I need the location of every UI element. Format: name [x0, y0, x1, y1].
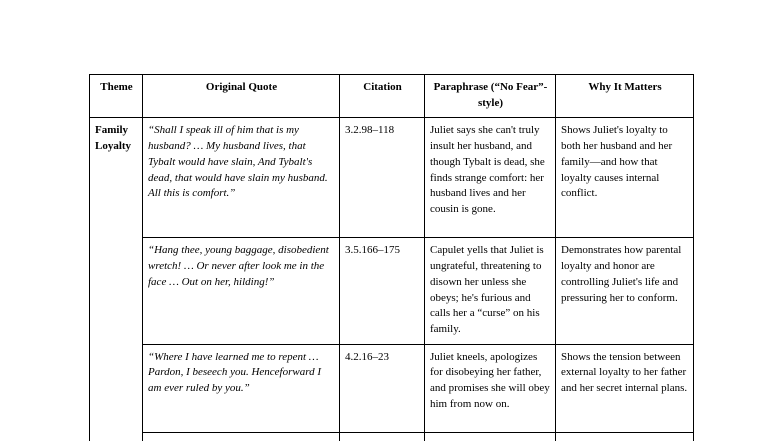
header-theme: Theme	[90, 75, 143, 118]
table-row	[90, 344, 694, 432]
quote-analysis-table	[89, 74, 694, 441]
paraphrase-cell: Juliet kneels, apologizes for disobeying her father, and promises she will obey him from now on.	[425, 344, 556, 432]
citation-cell	[340, 432, 425, 441]
theme-cell: Family Loyalty	[90, 118, 143, 441]
why-cell: Shows the tension between external loyalty to her father and her secret internal plans.	[556, 344, 694, 432]
header-paraphrase: Paraphrase (“No Fear”-style)	[425, 75, 556, 118]
table-row	[90, 118, 694, 238]
quote-cell	[143, 432, 340, 441]
paraphrase-cell: Juliet says she can't truly insult her husband, and though Tybalt is dead, she finds strange comfort: her husband lives and her cousin is gone.	[425, 118, 556, 238]
quote-cell: “Shall I speak ill of him that is my husband? … My husband lives, that Tybalt would have slain, And Tybalt's dead, that would have slain my husband. All this is comfort.”	[143, 118, 340, 238]
why-cell: Shows Juliet's loyalty to both her husband and her family—and how that loyalty causes internal conflict.	[556, 118, 694, 238]
table-row	[90, 432, 694, 441]
table-header-row	[90, 75, 694, 118]
citation-cell: 4.2.16–23	[340, 344, 425, 432]
why-cell: Demonstrates how parental loyalty and honor are controlling Juliet's life and pressuring her to conform.	[556, 238, 694, 344]
paraphrase-cell: Capulet yells that Juliet is ungrateful, threatening to disown her unless she obeys; he's furious and calls her a “curse” on his family.	[425, 238, 556, 344]
paraphrase-cell	[425, 432, 556, 441]
table-row	[90, 238, 694, 344]
header-citation: Citation	[340, 75, 425, 118]
quote-cell: “Where I have learned me to repent … Pardon, I beseech you. Henceforward I am ever ruled by you.”	[143, 344, 340, 432]
header-original-quote: Original Quote	[143, 75, 340, 118]
why-cell	[556, 432, 694, 441]
quote-cell: “Hang thee, young baggage, disobedient wretch! … Or never after look me in the face … Out on her, hilding!”	[143, 238, 340, 344]
citation-cell: 3.2.98–118	[340, 118, 425, 238]
citation-cell: 3.5.166–175	[340, 238, 425, 344]
header-why-it-matters: Why It Matters	[556, 75, 694, 118]
